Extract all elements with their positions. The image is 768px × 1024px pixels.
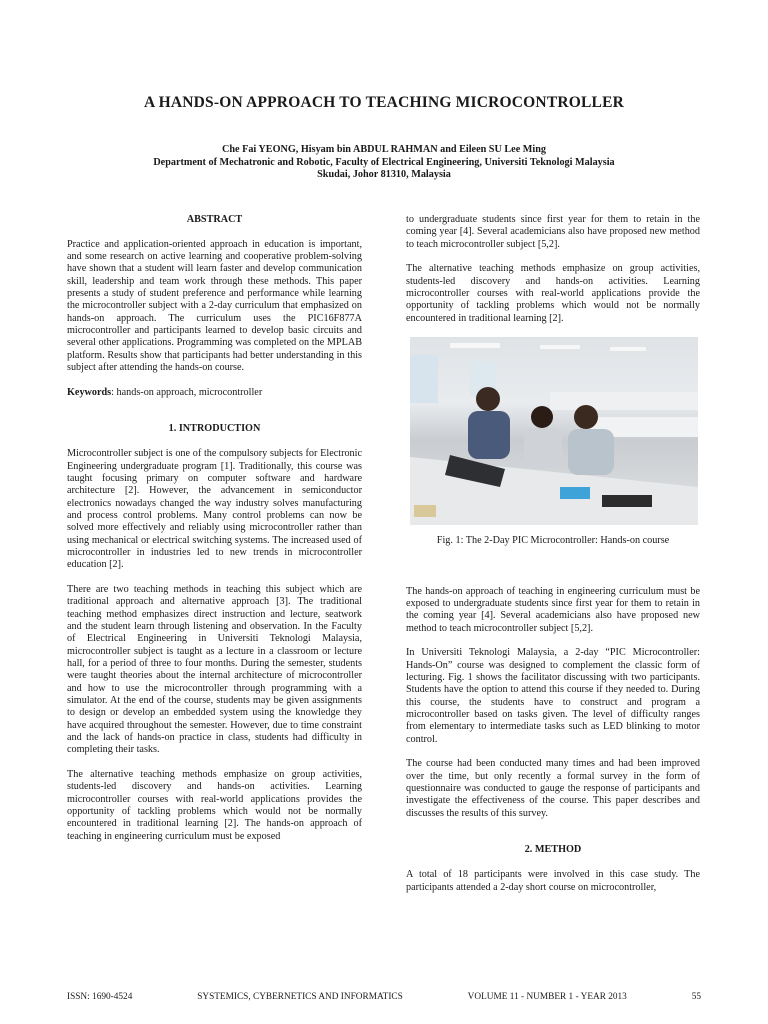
right-paragraph-3: The hands-on approach of teaching in engineering curriculum must be exposed to undergraduate students since first year for them to retain in the coming year [4]. Several academicians also have proposed new method to teach microcontroller subject [5,2]. [406, 585, 700, 634]
back-table [550, 392, 698, 410]
right-paragraph-4: In Universiti Teknologi Malaysia, a 2-day “PIC Microcontroller: Hands-On” course was designed to complement the classic form of lecturing. Fig. 1 shows the facilitator discussing with two participants. Students have the option to attend this course if they needed to. During this course, the students have to construct and program a microcontroller based on tasks given. The level of difficulty ranges from elementary to intermediate tasks such as LED blinking to motor control. [406, 647, 700, 745]
intro-paragraph-1: Microcontroller subject is one of the compulsory subjects for Electronic Engineering undergraduate program [1]. Traditionally, this course was taught focusing primary on computer software and hardware architecture [2]. However, the advancement in semiconductor electronics nowadays changed the way industry solves manufacturing and process control problems. Many control problems can now be solved more effectively and reliably using microcontroller rather than using mechanical or electrical switching systems. The increased used of microcontroller in industries led to new trends in microcontroller education [2]. [67, 448, 362, 571]
ceiling-light [610, 347, 646, 351]
method-heading: 2. METHOD [524, 844, 582, 856]
right-paragraph-2: The alternative teaching methods emphasize on group activities, students-led discovery and hands-on activities. Learning microcontroller courses with real-world applications provide the opportunity of tackling problems which would not be normally encountered in traditional learning [2]. [406, 263, 700, 324]
author-block [0, 144, 768, 182]
person-head [574, 405, 598, 429]
box [414, 505, 436, 517]
breadboard [560, 487, 590, 499]
left-column [67, 214, 362, 855]
footer-issn: ISSN: 1690-4524 [67, 992, 133, 1002]
footer-journal: SYSTEMICS, CYBERNETICS AND INFORMATICS [197, 992, 403, 1002]
right-column [406, 214, 700, 906]
author-address: Skudai, Johor 81310, Malaysia [317, 169, 451, 181]
footer-page-number: 55 [691, 992, 701, 1002]
abstract-text: Practice and application-oriented approach in education is important, and some research on active learning and cooperative problem-solving have shown that a student will learn faster and develop communication skill, leadership and team work through these methods. This paper presents a study of student preference and performance while learning the microcontroller subject with a 2-day curriculum that emphasized on hands-on approach. The curriculum uses the PIC16F877A microcontroller and participants learned to develop basic circuits and several other applications. Programming was completed on the MPLAB platform. Results show that participants had better understanding in this subject after attending the hands-on course. [67, 238, 362, 374]
intro-paragraph-3: The alternative teaching methods emphasize on group activities, students-led discovery and hands-on activities. Learning microcontroller courses with real-world applications provides the opportunity of tackling problems which would not be normally encountered in traditional learning [2]. The hands-on approach of teaching in engineering curriculum must be exposed [67, 769, 362, 842]
right-paragraph-1: to undergraduate students since first year for them to retain in the coming year [4]. Several academicians also have proposed new method to teach microcontroller subject [5,2]. [406, 214, 700, 250]
person-head [531, 406, 553, 428]
intro-paragraph-2: There are two teaching methods in teaching this subject which are traditional approach and alternative approach [3]. The traditional teaching method emphasizes direct instruction and lecture, seatwork and the student learn through listening and observation. In the Faculty of Electrical Engineering in Universiti Teknologi Malaysia, microcontroller subject is taught as a lecture in a classroom or lecture hall, for a period of three to four months. During the semester, students were taught theories about the internal architecture of microcontroller and how to use the microcontroller through programming with a simulator. At the end of the course, students may be given assignments to design or develop an embedded system using the knowledge they have acquired throughout the semester. However, due to time constraint and the lack of hands-on practice in class, students had difficulty in completing their tasks. [67, 583, 362, 756]
ceiling-light [540, 345, 580, 349]
ceiling-light [450, 343, 500, 348]
footer-volume: VOLUME 11 - NUMBER 1 - YEAR 2013 [467, 992, 627, 1002]
window [410, 355, 438, 403]
breadboard [602, 495, 652, 507]
classroom-photo-illustration [410, 337, 698, 525]
author-affiliation: Department of Mechatronic and Robotic, Faculty of Electrical Engineering, Universiti Teknologi Malaysia [153, 156, 615, 168]
keywords [67, 387, 362, 399]
abstract-heading: ABSTRACT [186, 214, 243, 225]
person-left [468, 411, 510, 459]
person-right [568, 429, 614, 475]
author-names: Che Fai YEONG, Hisyam bin ABDUL RAHMAN and Eileen SU Lee Ming [222, 144, 546, 155]
figure-1-caption: Fig. 1: The 2-Day PIC Microcontroller: Hands-on course [436, 535, 670, 547]
paper-title: A HANDS-ON APPROACH TO TEACHING MICROCONTROLLER [143, 94, 625, 111]
right-paragraph-5: The course had been conducted many times and had been improved over the time, but only recently a formal survey in the form of questionnaire was conducted to gauge the response of participants and investigate the effectiveness of the course. This paper describes and discusses the results of this survey. [406, 758, 700, 819]
page-footer [67, 992, 701, 1002]
figure-1-photo [410, 337, 698, 525]
right-paragraph-6: A total of 18 participants were involved in this case study. The participants attended a 2-day short course on microcontroller, [406, 869, 700, 893]
keywords-text: : hands-on approach, microcontroller [111, 386, 263, 398]
person-head [476, 387, 500, 411]
keywords-label: Keywords [67, 386, 112, 398]
introduction-heading: 1. INTRODUCTION [168, 423, 261, 435]
person-center [524, 428, 562, 468]
